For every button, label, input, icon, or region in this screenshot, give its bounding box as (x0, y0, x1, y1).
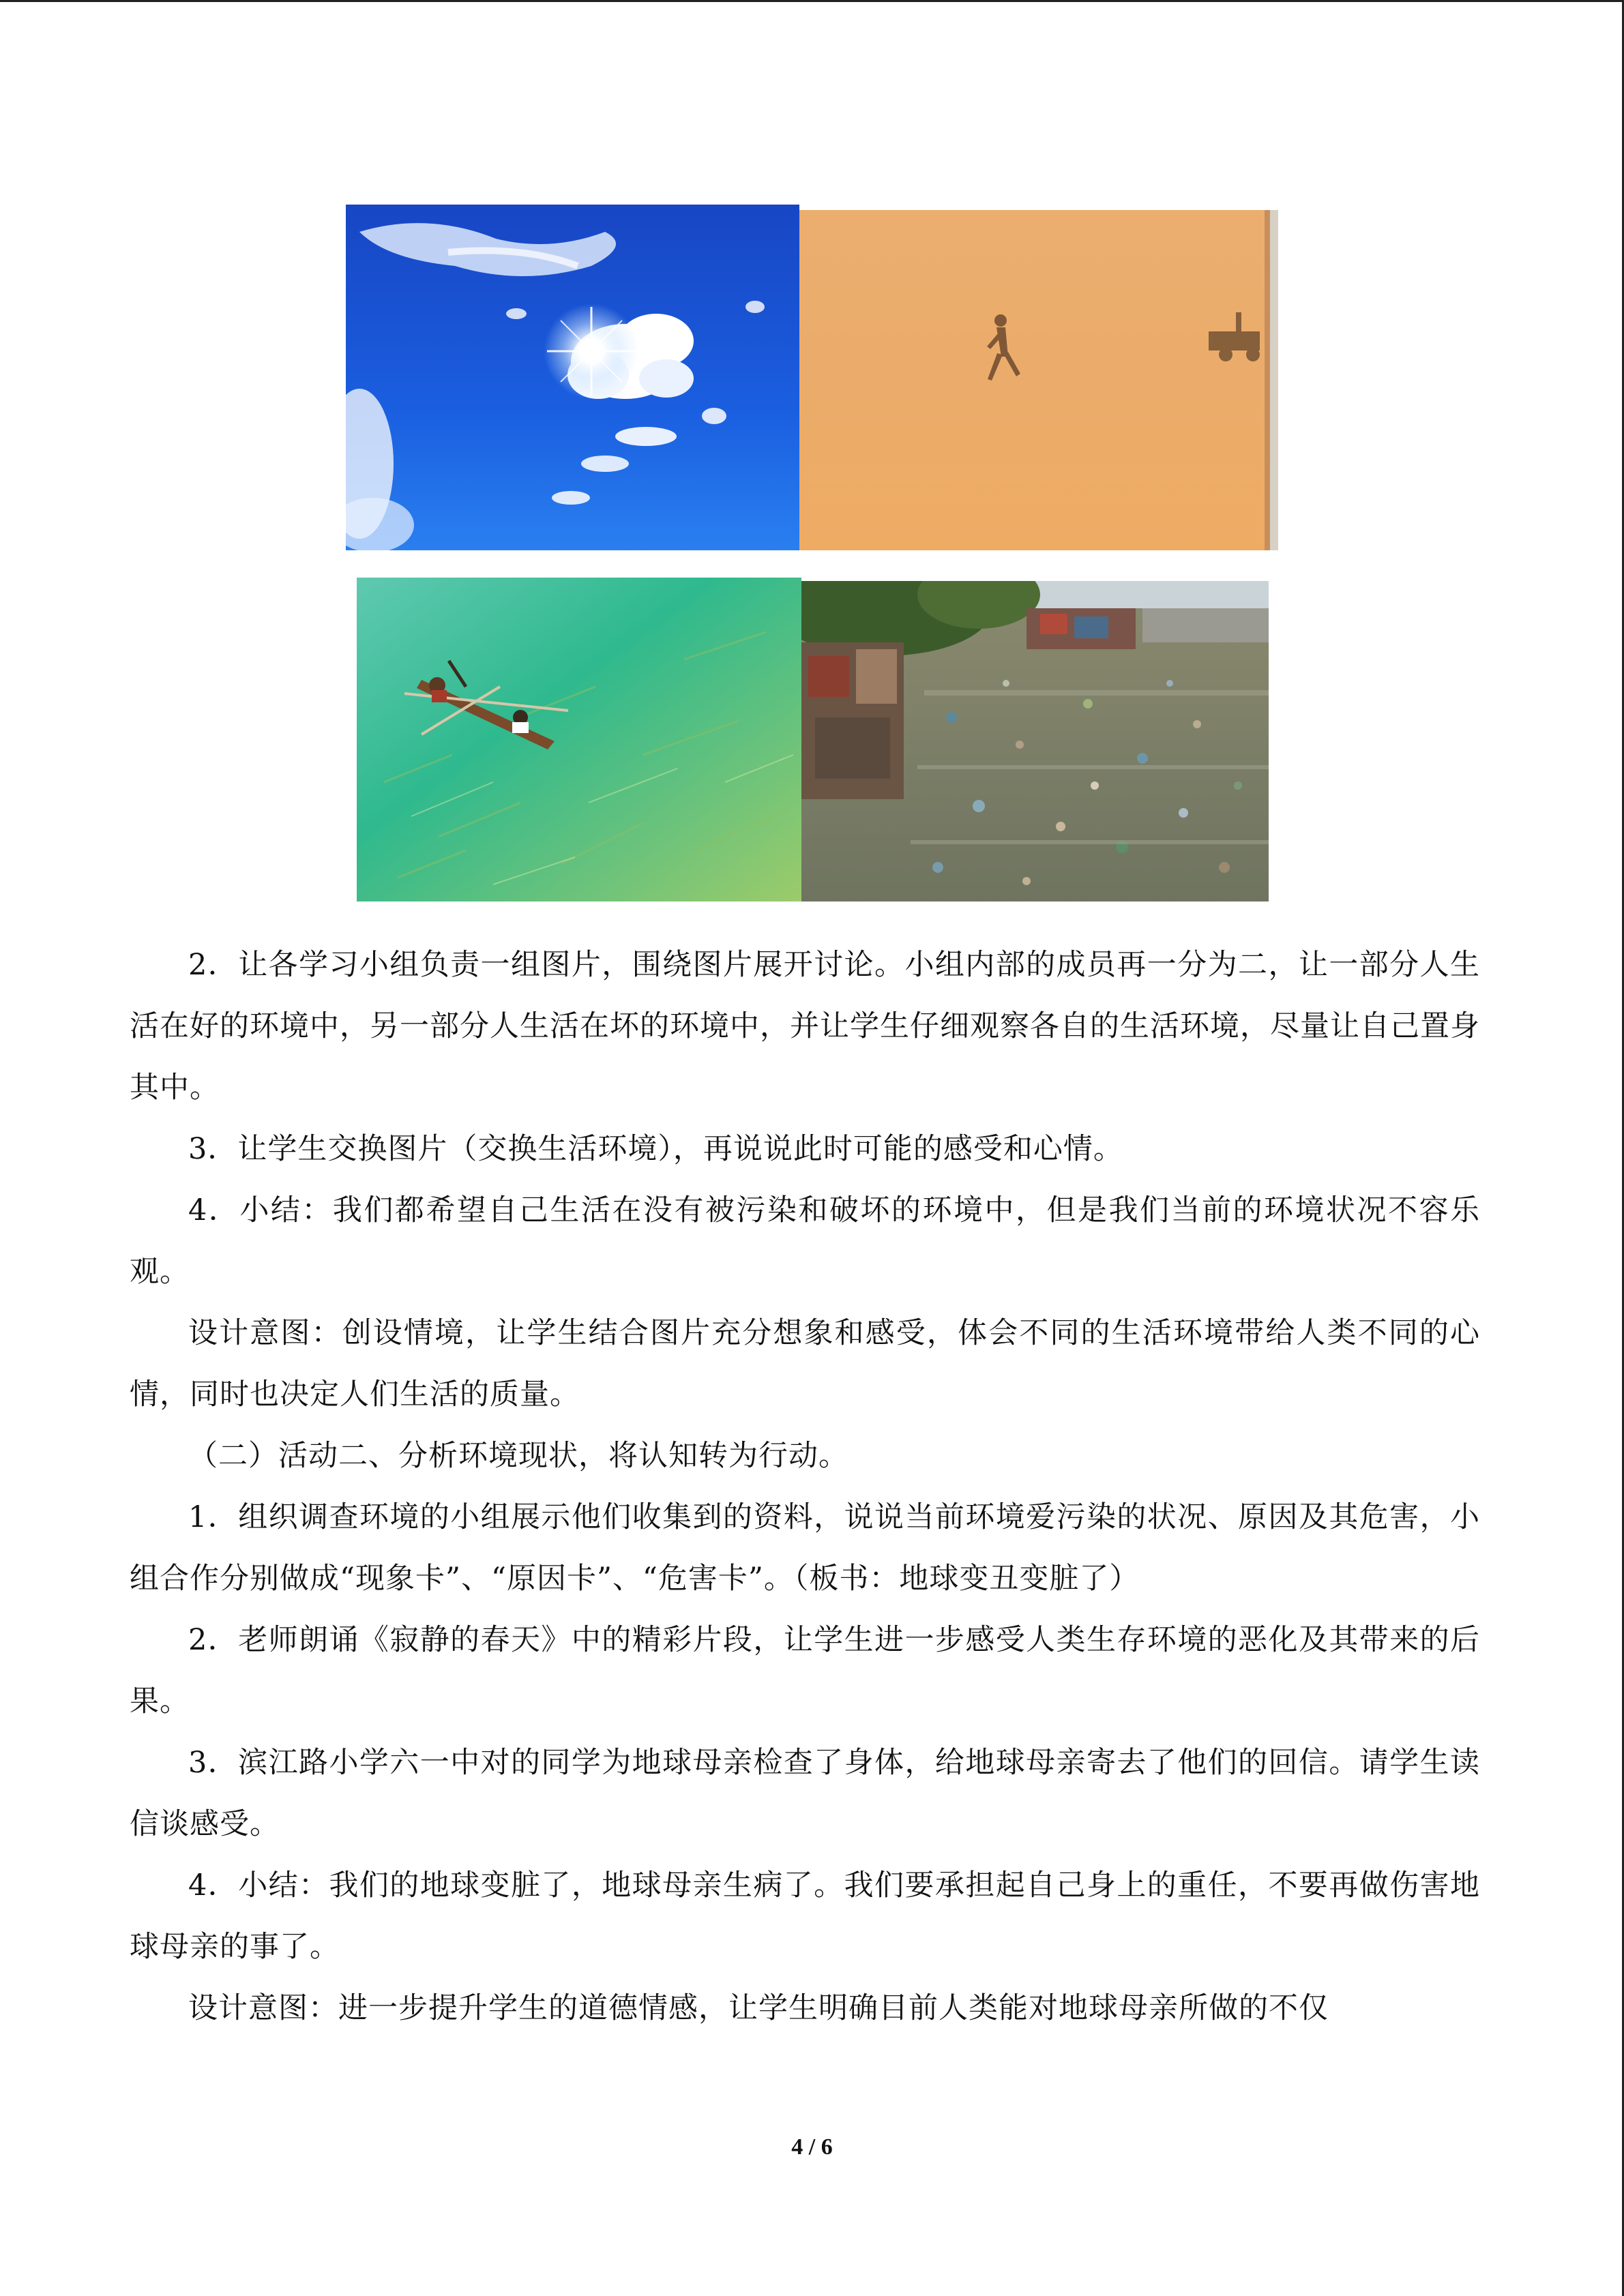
paragraph-7: 2．老师朗诵《寂静的春天》中的精彩片段，让学生进一步感受人类生存环境的恶化及其带来的后果。 (130, 1623, 1480, 1718)
paragraph-8: 3．滨江路小学六一中对的同学为地球母亲检查了身体，给地球母亲寄去了他们的回信。请学生读信谈感受。 (130, 1746, 1480, 1841)
photo-clear-sea (357, 578, 801, 901)
paragraph-6: 1．组织调查环境的小组展示他们收集到的资料，说说当前环境爱污染的状况、原因及其危害，小组合作分别做成“现象卡”、“原因卡”、“危害卡”。（板书：地球变丑变脏了） (130, 1500, 1480, 1596)
paragraph-2: 3．让学生交换图片（交换生活环境），再说说此时可能的感受和心情。 (188, 1132, 1123, 1166)
sun-icon (346, 205, 799, 550)
dust-icon (799, 210, 1278, 550)
paragraph-1: 2．让各学习小组负责一组图片，围绕图片展开讨论。小组内部的成员再一分为二，让一部分人生活在好的环境中，另一部分人生活在坏的环境中，并让学生仔细观察各自的生活环境，尽量让自己置身其中。 (130, 948, 1480, 1105)
page-number: 4 / 6 (791, 2134, 833, 2160)
body-text (130, 934, 1480, 2039)
boat-icon (357, 578, 801, 901)
paragraph-5: （二）活动二、分析环境现状，将认知转为行动。 (188, 1439, 848, 1473)
photo-polluted-river (801, 581, 1269, 901)
paragraph-4: 设计意图：创设情境，让学生结合图片充分想象和感受，体会不同的生活环境带给人类不同的心情，同时也决定人们生活的质量。 (130, 1316, 1480, 1412)
page-top-border (0, 0, 1624, 2)
paragraph-9: 4．小结：我们的地球变脏了，地球母亲生病了。我们要承担起自己身上的重任，不要再做伤害地球母亲的事了。 (130, 1868, 1480, 1964)
paragraph-3: 4．小结：我们都希望自己生活在没有被污染和破坏的环境中，但是我们当前的环境状况不容乐观。 (130, 1193, 1480, 1289)
trash-icon (801, 581, 1269, 901)
photo-blue-sky (346, 205, 799, 550)
photo-sandstorm (799, 210, 1278, 550)
paragraph-10: 设计意图：进一步提升学生的道德情感，让学生明确目前人类能对地球母亲所做的不仅 (188, 1991, 1329, 2025)
